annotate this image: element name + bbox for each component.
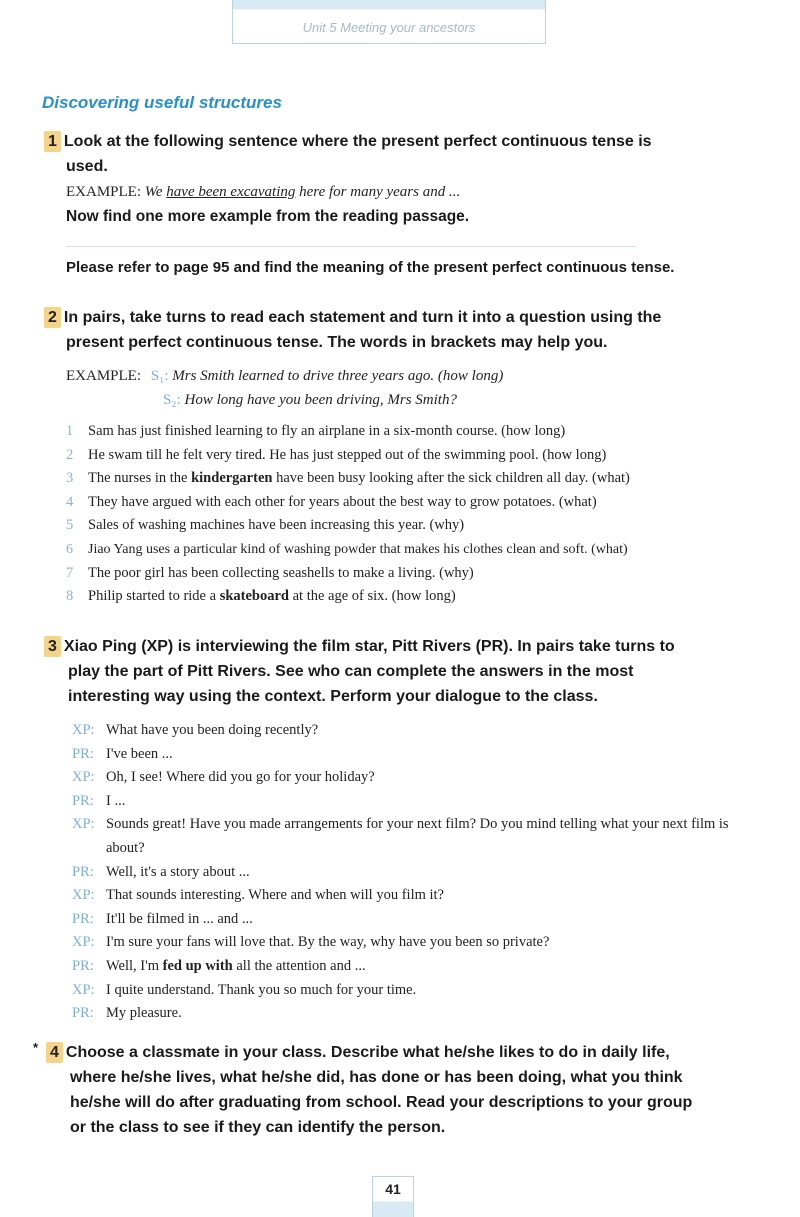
- section-title: Discovering useful structures: [42, 93, 282, 112]
- question-2-statements: [66, 420, 756, 609]
- question-1-number: 1: [44, 131, 61, 152]
- list-item: 7 The poor girl has been collecting seashells to make a living. (why): [66, 564, 474, 581]
- question-1-heading: [44, 129, 754, 179]
- dialogue-line: PR: Well, it's a story about ...: [72, 863, 250, 880]
- page-number: 41: [385, 1181, 401, 1197]
- keyword-fed-up-with: fed up with: [162, 957, 233, 974]
- question-3-line3: interesting way using the context. Perform your dialogue to the class.: [68, 688, 598, 705]
- example-text-underlined: have been excavating: [166, 184, 296, 200]
- example-text-a: We: [144, 184, 167, 200]
- example-label: EXAMPLE:: [66, 184, 141, 200]
- dialogue-line: XP: I'm sure your fans will love that. By the way, why have you been so private?: [72, 934, 550, 951]
- unit-title: Unit 5 Meeting your ancestors: [302, 20, 476, 35]
- unit-header-tab: [232, 0, 546, 44]
- list-item: 1 Sam has just finished learning to fly an airplane in a six-month course. (how long): [66, 423, 566, 439]
- dialogue-line: XP: That sounds interesting. Where and when will you film it?: [72, 887, 444, 904]
- question-2-line2: present perfect continuous tense. The words in brackets may help you.: [66, 334, 608, 351]
- question-1-line1: Look at the following sentence where the present perfect continuous tense is: [63, 133, 652, 150]
- list-item: 8 Philip started to ride a skateboard at the age of six. (how long): [66, 588, 456, 605]
- dialogue-line: PR: Well, I'm fed up with all the attention and ...: [72, 957, 366, 974]
- question-2-example-s1: [66, 365, 503, 388]
- question-4-line1: Choose a classmate in your class. Describe what he/she likes to do in daily life,: [65, 1044, 670, 1061]
- answer-line: [66, 246, 636, 247]
- question-3-heading: [44, 634, 764, 709]
- list-item: 3 The nurses in the kindergarten have been busy looking after the sick children all day. (what): [66, 470, 630, 487]
- question-4-number: 4: [46, 1042, 63, 1063]
- dialogue-line: PR: I ...: [72, 792, 126, 809]
- speaker-s2-label: S₂:: [163, 392, 181, 408]
- question-1-example: [66, 181, 460, 204]
- example-text-c: here for many years and ...: [295, 184, 461, 200]
- keyword-kindergarten: kindergarten: [191, 470, 273, 487]
- dialogue-line: PR: It'll be filmed in ... and ...: [72, 910, 253, 927]
- question-4-line2: where he/she lives, what he/she did, has done or has been doing, what you think: [70, 1069, 683, 1086]
- list-item: 2 He swam till he felt very tired. He has just stepped out of the swimming pool. (how long): [66, 446, 607, 463]
- question-2-number: 2: [44, 307, 61, 328]
- question-2-example-s2: [163, 389, 457, 412]
- dialogue-line: PR: My pleasure.: [72, 1005, 182, 1022]
- speaker-s1-text: Mrs Smith learned to drive three years ago. (how long): [172, 368, 504, 384]
- dialogue-line: XP: I quite understand. Thank you so much for your time.: [72, 981, 417, 998]
- question-1-line2: used.: [66, 158, 108, 175]
- dialogue-line: XP: Sounds great! Have you made arrangements for your next film? Do you mind telling what your next film is about?: [72, 816, 729, 856]
- question-2-line1: In pairs, take turns to read each statement and turn it into a question using the: [63, 309, 662, 326]
- dialogue-line: XP: What have you been doing recently?: [72, 722, 319, 738]
- dialogue-line: XP: Oh, I see! Where did you go for your holiday?: [72, 769, 375, 786]
- example-label: EXAMPLE:: [66, 368, 141, 384]
- question-3-line2: play the part of Pitt Rivers. See who can complete the answers in the most: [68, 663, 634, 680]
- keyword-skateboard: skateboard: [219, 588, 289, 605]
- question-4-line3: he/she will do after graduating from school. Read your descriptions to your group: [70, 1094, 693, 1111]
- list-item: 6 Jiao Yang uses a particular kind of washing powder that makes his clothes clean and soft. (what): [66, 541, 628, 557]
- list-item: 4 They have argued with each other for years about the best way to grow potatoes. (what): [66, 493, 597, 510]
- optional-star: *: [33, 1040, 39, 1055]
- refer-note: Please refer to page 95 and find the meaning of the present perfect continuous tense.: [66, 259, 675, 276]
- question-1-instruction: Now find one more example from the reading passage.: [66, 208, 470, 225]
- dialogue: [72, 719, 744, 1026]
- question-3-number: 3: [44, 636, 61, 657]
- page-number-box: [372, 1176, 414, 1217]
- question-3-line1: Xiao Ping (XP) is interviewing the film star, Pitt Rivers (PR). In pairs take turns to: [63, 638, 675, 655]
- question-4-heading: [46, 1040, 766, 1140]
- speaker-s1-label: S₁:: [150, 368, 169, 384]
- question-2-heading: [44, 305, 764, 355]
- dialogue-line: PR: I've been ...: [72, 745, 173, 762]
- question-4-line4: or the class to see if they can identify the person.: [70, 1119, 446, 1136]
- speaker-s2-text: How long have you been driving, Mrs Smith?: [184, 392, 457, 408]
- list-item: 5 Sales of washing machines have been increasing this year. (why): [66, 517, 465, 534]
